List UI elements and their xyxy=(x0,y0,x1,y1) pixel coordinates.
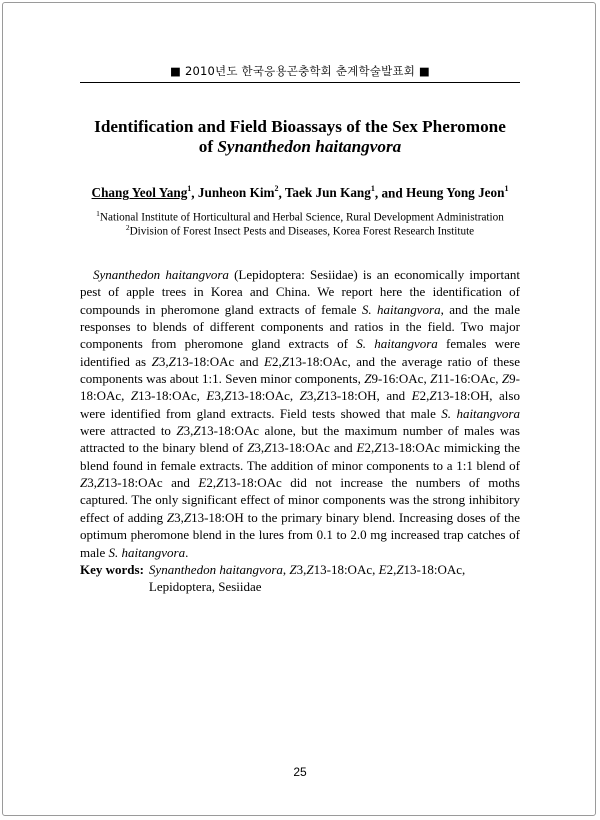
abstract xyxy=(80,266,520,561)
author-affil-sup: 1 xyxy=(504,184,509,193)
abstract-segment: Z xyxy=(176,423,184,439)
keywords-segment: Z xyxy=(306,562,314,577)
abstract-segment: 9-16:OAc, xyxy=(371,371,431,387)
abstract-segment: Z xyxy=(429,388,437,404)
abstract-segment: E xyxy=(411,388,420,404)
keywords-segment: E xyxy=(378,562,387,577)
title-line-1: Identification and Field Bioassays of the Sex Pheromone xyxy=(94,117,506,136)
keywords-segment: Z xyxy=(289,562,297,577)
title-species: Synanthedon haitangvora xyxy=(217,137,402,156)
header-rule xyxy=(80,82,520,83)
abstract-segment: Z xyxy=(183,509,192,525)
author-affil-sup: 1 xyxy=(370,184,375,193)
abstract-segment: Z xyxy=(166,509,175,525)
header-text: 2010년도 한국응용곤충학회 춘계학술발표회 xyxy=(184,64,416,78)
abstract-segment: E xyxy=(356,440,365,456)
keywords-segment: 2, xyxy=(386,562,397,577)
header-bullet-left: ■ xyxy=(170,64,182,78)
abstract-segment: 2, xyxy=(364,440,375,456)
abstract-segment: 13-18:OAc alone, but the maximum number of males was attracted to the binary blend of xyxy=(80,423,520,456)
abstract-segment: 13-18:OH, also were identified from gland extracts. Field tests showed that male xyxy=(80,388,520,421)
abstract-segment: S. haitangvora xyxy=(441,405,520,421)
abstract-segment: 2, xyxy=(206,475,217,491)
abstract-segment: 13-18:OAc and xyxy=(271,440,357,456)
abstract-segment: 13-18:OH to the primary binary blend. Increasing doses of the optimum pheromone blend in the lures from 0.1 to 2.0 mg increased trap catches of male xyxy=(80,509,520,560)
abstract-segment: E xyxy=(198,475,207,491)
keywords-label: Key words: xyxy=(80,562,144,577)
author xyxy=(406,185,508,200)
keywords-segment: Synanthedon haitangvora xyxy=(148,562,283,577)
abstract-segment: (Lepidoptera: Sesiidae) is an economically important pest of apple trees in Korea and China. We report here the identification of compounds in pheromone gland extracts of female xyxy=(80,267,520,317)
abstract-segment: Z xyxy=(316,388,324,404)
keywords xyxy=(80,561,525,596)
abstract-segment: Z xyxy=(80,475,88,491)
abstract-segment: 11-16:OAc, xyxy=(437,371,502,387)
abstract-segment: E xyxy=(206,388,215,404)
abstract-segment: Z xyxy=(130,388,139,404)
keywords-segment: 13-18:OAc, Lepidoptera, Sesiidae xyxy=(148,562,466,595)
abstract-segment: 9-18:OAc, xyxy=(80,371,520,404)
abstract-segment: S. haitangvora xyxy=(356,336,438,352)
abstract-segment: 3, xyxy=(214,388,225,404)
abstract-segment: 3, xyxy=(254,440,265,456)
title-line-2 xyxy=(0,137,600,157)
affiliation-text: Division of Forest Insect Pests and Diseases, Korea Forest Research Institute xyxy=(129,225,475,238)
abstract-segment: Z xyxy=(96,475,105,491)
abstract-segment: 3, xyxy=(158,353,169,369)
abstract-segment: were attracted to xyxy=(80,423,177,439)
author xyxy=(92,185,192,200)
abstract-segment: S. haitangvora xyxy=(361,301,441,317)
author-name: Heung Yong Jeon xyxy=(406,185,505,201)
abstract-segment: Z xyxy=(374,440,382,456)
abstract-segment: 13-18:OH, and xyxy=(323,388,412,404)
abstract-segment: . xyxy=(185,544,189,560)
affiliation-2 xyxy=(0,223,600,238)
abstract-segment: 3, xyxy=(174,509,184,525)
author-affil-sup: 1 xyxy=(187,184,192,193)
abstract-segment: Synanthedon haitangvora xyxy=(93,267,229,282)
abstract-segment: Z xyxy=(299,388,307,404)
keywords-text xyxy=(149,561,525,596)
abstract-segment: Z xyxy=(247,440,255,456)
author xyxy=(198,185,279,200)
abstract-segment: 13-18:OAc and xyxy=(104,475,199,491)
author xyxy=(285,185,375,200)
page-number: 25 xyxy=(293,765,307,779)
author-name: Chang Yeol Yang xyxy=(91,185,188,201)
abstract-segment: 3, xyxy=(183,423,194,439)
abstract-segment: Z xyxy=(501,371,510,387)
abstract-segment: , and the male responses to blends of different components and ratios in the field. Two major components from pheromone gland extracts of xyxy=(80,301,520,352)
abstract-segment: Z xyxy=(264,440,272,456)
author-name: Taek Jun Kang xyxy=(284,185,371,201)
affiliation-sup: 2 xyxy=(125,223,130,232)
abstract-segment: 2, xyxy=(272,353,282,369)
abstract-segment: E xyxy=(264,353,272,369)
author-sep: , and xyxy=(374,185,407,201)
abstract-segment: 13-18:OAc, xyxy=(138,388,207,404)
abstract-segment: Z xyxy=(216,475,224,491)
abstract-segment: 13-18:OAc and xyxy=(175,353,265,369)
abstract-segment: 13-18:OAc did not increase the numbers of moths captured. The only significant effect of minor components was the strong inhibitory effect of adding xyxy=(80,475,520,525)
abstract-segment: 13-18:OAc, xyxy=(231,388,300,404)
abstract-segment: Z xyxy=(168,353,176,369)
keywords-segment: Z xyxy=(396,562,404,577)
abstract-segment: 13-18:OAc, and the average ratio of these components was about 1:1. Seven minor components, xyxy=(80,353,520,387)
keywords-segment: 13-18:OAc, xyxy=(313,562,379,577)
abstract-segment: Z xyxy=(364,371,372,387)
abstract-segment: Z xyxy=(151,353,159,369)
keywords-segment: , xyxy=(282,562,290,577)
conference-header xyxy=(0,63,600,79)
abstract-segment: 13-18:OAc mimicking the blend found in female extracts. The addition of minor components to a 1:1 blend of xyxy=(80,440,520,473)
keywords-segment: 3, xyxy=(296,562,307,577)
affiliation-1 xyxy=(0,209,600,224)
affiliation-sup: 1 xyxy=(96,209,100,218)
abstract-segment: 2, xyxy=(419,388,430,404)
affiliation-text: National Institute of Horticultural and Herbal Science, Rural Development Administration xyxy=(99,211,504,224)
abstract-segment: S. haitangvora xyxy=(108,544,186,560)
author-sep: , xyxy=(278,185,285,201)
title-line-2-prefix: of xyxy=(198,137,218,156)
abstract-segment: females were identified as xyxy=(80,336,520,369)
header-bullet-right: ■ xyxy=(418,64,430,78)
abstract-paragraph xyxy=(80,266,520,561)
author-list xyxy=(0,185,600,201)
abstract-segment: 3, xyxy=(306,388,317,404)
abstract-segment: Z xyxy=(281,353,289,369)
author-sep: , xyxy=(191,185,198,201)
abstract-segment: Z xyxy=(224,388,232,404)
abstract-segment: Z xyxy=(430,371,438,387)
paper-title xyxy=(0,117,600,157)
abstract-segment: 3, xyxy=(87,475,97,491)
author-affil-sup: 2 xyxy=(274,184,279,193)
author-name: Junheon Kim xyxy=(197,185,275,201)
abstract-segment: Z xyxy=(193,423,201,439)
